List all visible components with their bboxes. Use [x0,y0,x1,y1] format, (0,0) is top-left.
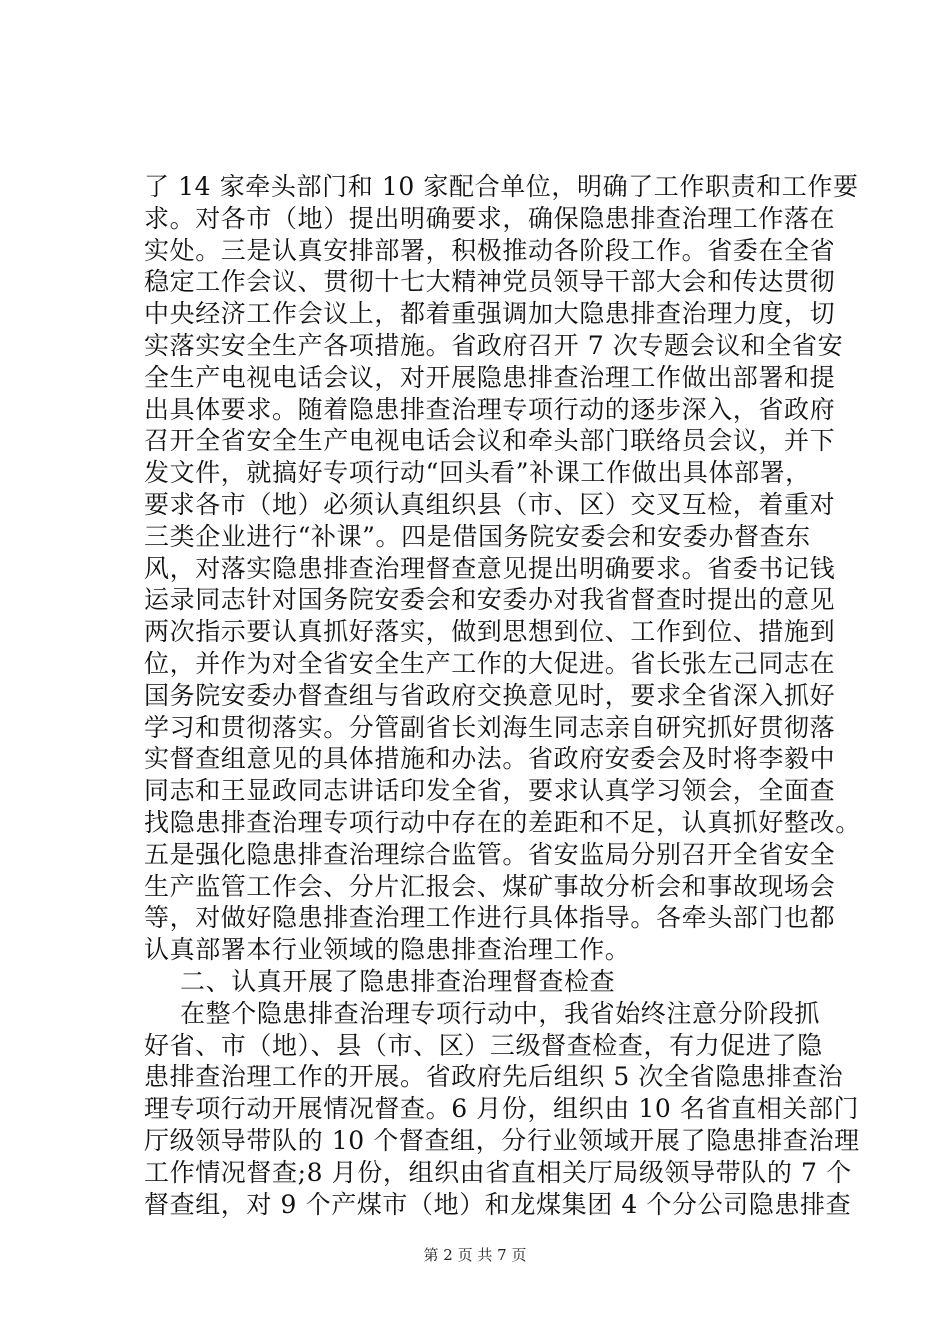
section-heading: 二、认真开展了隐患排查治理督查检查 [180,966,616,996]
text-line: 实督查组意见的具体措施和办法。省政府安委会及时将李毅中 [144,744,836,774]
text-line: 五是强化隐患排查治理综合监管。省安监局分别召开全省安全 [144,839,836,869]
text-line: 厅级领导带队的 10 个督查组，分行业领域开展了隐患排查治理 [144,1125,860,1155]
text-line: 找隐患排查治理专项行动中存在的差距和不足，认真抓好整改。 [144,807,861,837]
text-line: 督查组，对 9 个产煤市（地）和龙煤集团 4 个分公司隐患排查 [144,1189,852,1219]
text-line: 风，对落实隐患排查治理督查意见提出明确要求。省委书记钱 [144,553,836,583]
text-line: 中央经济工作会议上，都着重强调加大隐患排查治理力度，切 [144,299,836,329]
page-number-footer: 第 2 页 共 7 页 [423,1246,527,1264]
text-line: 患排查治理工作的开展。省政府先后组织 5 次全省隐患排查治 [144,1062,844,1092]
text-line: 认真部署本行业领域的隐患排查治理工作。 [144,935,631,965]
text-line: 实处。三是认真安排部署，积极推动各阶段工作。省委在全省 [144,235,836,265]
body-text [144,171,861,1220]
text-line: 全生产电视电话会议，对开展隐患排查治理工作做出部署和提 [144,362,836,392]
text-line: 召开全省安全生产电视电话会议和牵头部门联络员会议，并下 [144,426,836,456]
text-line: 在整个隐患排查治理专项行动中，我省始终注意分阶段抓 [180,998,821,1028]
text-line: 要求各市（地）必须认真组织县（市、区）交叉互检，着重对 [144,489,836,519]
text-line: 实落实安全生产各项措施。省政府召开 7 次专题会议和全省安 [144,330,844,360]
text-line: 求。对各市（地）提出明确要求，确保隐患排查治理工作落在 [144,203,836,233]
text-line: 好省、市（地）、县（市、区）三级督查检查，有力促进了隐 [144,1030,823,1060]
text-line: 学习和贯彻落实。分管副省长刘海生同志亲自研究抓好贯彻落 [144,712,836,742]
text-line: 理专项行动开展情况督查。6 月份，组织由 10 名省直相关部门 [144,1094,860,1124]
text-line: 运录同志针对国务院安委会和安委办对我省督查时提出的意见 [144,585,836,615]
text-line: 出具体要求。随着隐患排查治理专项行动的逐步深入，省政府 [144,394,836,424]
text-line: 稳定工作会议、贯彻十七大精神党员领导干部大会和传达贯彻 [144,267,836,297]
text-line: 三类企业进行“补课”。四是借国务院安委会和安委办督查东 [144,521,811,551]
text-line: 工作情况督查;8 月份，组织由省直相关厅局级领导带队的 7 个 [144,1157,852,1187]
text-line: 位，并作为对全省安全生产工作的大促进。省长张左己同志在 [144,648,836,678]
text-line: 国务院安委办督查组与省政府交换意见时，要求全省深入抓好 [144,680,836,710]
text-line: 了 14 家牵头部门和 10 家配合单位，明确了工作职责和工作要 [144,172,859,201]
text-line: 发文件，就搞好专项行动“回头看”补课工作做出具体部署， [144,458,811,488]
text-line: 等，对做好隐患排查治理工作进行具体指导。各牵头部门也都 [144,903,836,933]
text-line: 生产监管工作会、分片汇报会、煤矿事故分析会和事故现场会 [144,871,836,901]
text-line: 同志和王显政同志讲话印发全省，要求认真学习领会，全面查 [144,776,836,806]
text-line: 两次指示要认真抓好落实，做到思想到位、工作到位、措施到 [144,617,836,647]
